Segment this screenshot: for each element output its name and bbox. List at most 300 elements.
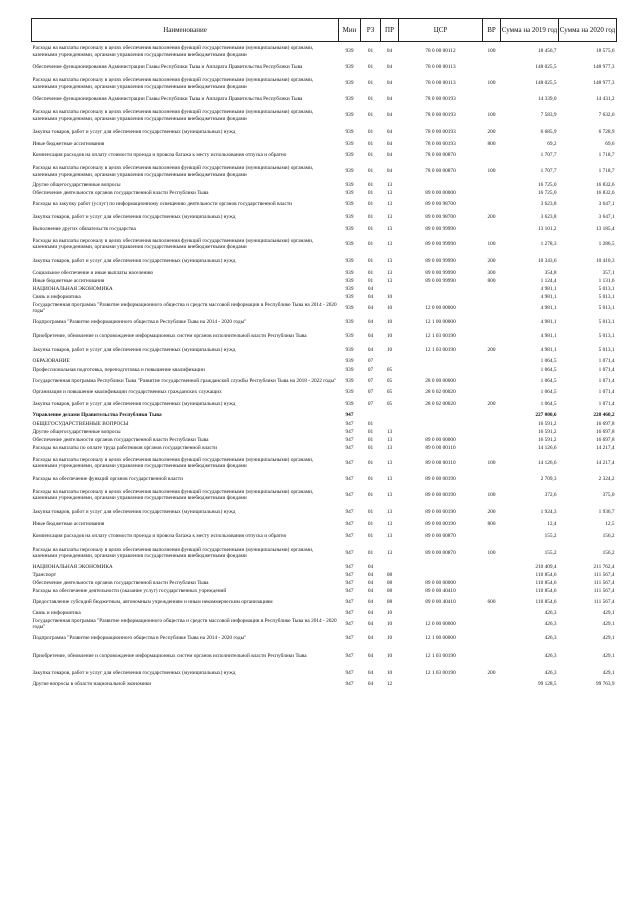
row-sum-2020: 2 324,2 (598, 475, 615, 482)
header-pr: ПР (381, 19, 399, 42)
row-name: Подпрограмма "Развитие информационного общества в Республике Тыва на 2014 - 2020 годы" (32, 318, 247, 325)
table-row (32, 125, 617, 140)
row-sum-2020: 429,1 (602, 634, 615, 641)
row-csr (399, 366, 483, 374)
row-pr (381, 357, 399, 366)
row-min: 947 (345, 459, 354, 466)
table-row (32, 563, 617, 571)
row-csr: 89 0 00 99990 (425, 225, 456, 232)
table-row (32, 106, 617, 125)
row-name: Расходы на выплаты персоналу в целях обеспечения выполнения функций государственными (муниципальными) органами, казенными учреждениями, органами управления государственными внебюджетными фондами (32, 546, 314, 559)
row-vr (483, 149, 501, 162)
row-vr: 100 (487, 240, 496, 247)
row-sum-2019: 14 126,6 (537, 459, 557, 466)
row-min: 939 (345, 258, 354, 265)
row-min: 947 (345, 587, 354, 594)
row-name: Расходы на выплаты персоналу в целях обеспечения выполнения функций государственными (муниципальными) органами, казенными учреждениями, органами управления государственными внебюджетными фондами (32, 456, 314, 469)
row-min: 939 (345, 269, 354, 276)
row-vr: 100 (487, 549, 496, 556)
row-sum-2020: 156,2 (602, 532, 615, 539)
row-min: 939 (345, 285, 354, 292)
row-name: Обеспечение деятельности органов государственной власти Республики Тыва (32, 189, 209, 196)
row-name: Обеспечение деятельности органов государственной власти Республики Тыва (32, 436, 209, 443)
row-rz: 01 (367, 112, 374, 119)
table-row (32, 631, 617, 645)
row-pr: 04 (386, 112, 393, 119)
row-rz: 04 (367, 347, 374, 354)
row-min: 947 (345, 681, 354, 688)
table-row (32, 453, 617, 473)
row-csr: 89 0 00 00000 (425, 579, 456, 586)
row-rz: 04 (367, 634, 374, 641)
row-sum-2020: 1 071,4 (598, 358, 615, 365)
row-sum-2019: 426,3 (544, 634, 557, 641)
table-row (32, 473, 617, 485)
row-name: Государственная программа "Развитие информационного общества и средств массовой информации в Республике Тыва на 2014 - 2020 годы" (32, 617, 337, 630)
row-name: Приобретение, обновление и сопровождение информационных систем органов исполнительной власти Республики Тыва (32, 333, 307, 340)
row-csr (399, 680, 483, 689)
row-pr (381, 420, 399, 428)
row-csr: 89 0 00 00870 (425, 549, 456, 556)
row-min: 939 (345, 80, 354, 87)
row-min: 939 (345, 112, 354, 119)
row-csr: 78 0 00 00870 (425, 168, 456, 175)
row-sum-2019: 16 591,2 (537, 420, 557, 427)
row-csr: 89 0 00 00190 (425, 475, 456, 482)
row-min: 939 (345, 333, 354, 340)
row-min: 947 (345, 579, 354, 586)
row-csr (399, 285, 483, 293)
table-row (32, 344, 617, 357)
row-sum-2020: 1 071,4 (598, 389, 615, 396)
table-row (32, 357, 617, 366)
row-pr: 13 (386, 189, 393, 196)
row-csr: 12 1 00 00000 (425, 318, 456, 325)
row-name: Расходы на обеспечение функций органов государственной власти (32, 475, 183, 482)
row-sum-2020: 429,1 (602, 609, 615, 616)
row-csr: 89 0 00 00870 (425, 532, 456, 539)
row-rz: 01 (367, 509, 374, 516)
row-pr: 04 (386, 48, 393, 55)
row-name: Компенсация расходов на оплату стоимости проезда и провоза багажа к месту использования отпуска и обратно (32, 152, 287, 159)
row-sum-2020: 1 071,4 (598, 366, 615, 373)
row-min: 939 (345, 400, 354, 407)
row-sum-2020: 1 071,4 (598, 377, 615, 384)
row-sum-2020: 228 460,2 (593, 412, 615, 419)
table-header (32, 19, 617, 42)
row-min: 939 (345, 168, 354, 175)
row-csr: 78 0 00 00193 (425, 112, 456, 119)
table-row (32, 543, 617, 563)
row-vr (483, 420, 501, 428)
row-min: 939 (345, 141, 354, 148)
row-pr: 10 (386, 620, 393, 627)
row-rz: 01 (367, 225, 374, 232)
row-pr: 08 (386, 587, 393, 594)
row-sum-2019: 1 924,3 (540, 509, 557, 516)
row-sum-2020: 111 567,4 (593, 571, 615, 578)
row-sum-2019: 1 064,5 (540, 400, 557, 407)
row-rz: 01 (367, 532, 374, 539)
row-sum-2020: 1 936,7 (598, 509, 615, 516)
row-pr: 05 (386, 400, 393, 407)
row-vr: 200 (487, 347, 496, 354)
row-pr: 05 (386, 377, 393, 384)
row-csr: 89 0 00 40410 (425, 598, 456, 605)
table-row (32, 587, 617, 595)
row-min: 947 (345, 620, 354, 627)
row-rz: 01 (367, 491, 374, 498)
row-rz: 07 (367, 377, 374, 384)
row-name: Расходы на выплаты по оплате труда работников органов государственной власти (32, 445, 218, 452)
row-name: Подпрограмма "Развитие информационного общества в Республике Тыва на 2014 - 2020 годы" (32, 634, 247, 641)
row-csr (399, 428, 483, 436)
row-sum-2020: 7 632,6 (598, 112, 615, 119)
row-rz: 01 (367, 129, 374, 136)
row-sum-2020: 148 977,3 (593, 80, 615, 87)
row-name: Обеспечение функционирования Администрации Главы Республики Тыва и Аппарата Правительства Республики Тыва (32, 64, 303, 71)
row-sum-2020: 3 647,1 (598, 200, 615, 207)
row-pr: 13 (386, 491, 393, 498)
table-row (32, 520, 617, 529)
table-row (32, 42, 617, 62)
row-pr: 13 (386, 475, 393, 482)
row-sum-2019: 426,3 (544, 620, 557, 627)
table-row (32, 411, 617, 420)
header-csr: ЦСР (399, 19, 483, 42)
row-sum-2020: 1 718,7 (598, 152, 615, 159)
row-pr (381, 563, 399, 571)
row-sum-2019: 12,4 (547, 521, 557, 528)
row-name: Расходы на выплаты персоналу в целях обеспечения выполнения функций государственными (муниципальными) органами, казенными учреждениями, органами управления государственными внебюджетными фондами (32, 488, 314, 501)
header-sum-2020: Сумма на 2020 год (559, 19, 617, 42)
row-name: Расходы на обеспечение деятельности (оказание услуг) государственных учреждений (32, 587, 227, 594)
table-row (32, 617, 617, 631)
row-sum-2020: 69,6 (605, 141, 615, 148)
row-name: Расходы на выплаты персоналу в целях обеспечения выполнения функций государственными (муниципальными) органами, казенными учреждениями, органами управления государственными внебюджетными фондами (32, 237, 314, 250)
row-sum-2019: 148 025,5 (535, 64, 557, 71)
row-pr: 13 (386, 549, 393, 556)
header-rz: РЗ (361, 19, 381, 42)
row-sum-2019: 1 707,7 (540, 152, 557, 159)
table-row (32, 366, 617, 374)
row-sum-2019: 69,2 (547, 141, 557, 148)
row-min: 939 (345, 366, 354, 373)
row-sum-2019: 16 591,2 (537, 436, 557, 443)
row-pr: 10 (386, 293, 393, 300)
row-csr (399, 563, 483, 571)
row-csr: 89 0 00 00000 (425, 436, 456, 443)
row-vr (483, 285, 501, 293)
row-name: Закупка товаров, работ и услуг для обеспечения государственных (муниципальных) нужд (32, 258, 236, 265)
row-sum-2019: 1 064,5 (540, 358, 557, 365)
row-vr (483, 357, 501, 366)
row-name: Обеспечение деятельности органов государственной власти Республики Тыва (32, 579, 209, 586)
row-min: 947 (345, 509, 354, 516)
row-csr (399, 181, 483, 189)
row-csr: 28 0 00 00000 (425, 377, 456, 384)
row-csr: 89 0 00 00190 (425, 491, 456, 498)
row-pr: 13 (386, 225, 393, 232)
row-csr: 28 0 02 00020 (425, 389, 456, 396)
row-rz: 04 (367, 681, 374, 688)
row-vr (483, 579, 501, 587)
row-sum-2020: 14 217,4 (595, 445, 615, 452)
row-vr (483, 181, 501, 189)
table-row (32, 680, 617, 689)
row-min: 939 (345, 389, 354, 396)
row-rz: 01 (367, 141, 374, 148)
row-min: 939 (345, 129, 354, 136)
row-min: 939 (345, 96, 354, 103)
header-sum-2019: Сумма на 2019 год (501, 19, 559, 42)
table-row (32, 149, 617, 162)
row-name: Предоставление субсидий бюджетным, автономным учреждениям и иным некоммерческим организациям (32, 598, 273, 605)
row-csr (399, 293, 483, 301)
row-rz: 01 (367, 277, 374, 284)
row-sum-2019: 16 725,0 (537, 181, 557, 188)
row-csr: 89 0 00 40410 (425, 587, 456, 594)
row-vr (483, 587, 501, 595)
table-row (32, 293, 617, 301)
row-pr (381, 285, 399, 293)
row-rz: 01 (367, 269, 374, 276)
row-sum-2019: 7 583,9 (540, 112, 557, 119)
table-row (32, 234, 617, 254)
row-sum-2019: 10 343,6 (537, 258, 557, 265)
row-vr (483, 617, 501, 631)
budget-document (31, 18, 616, 689)
row-sum-2019: 6 685,9 (540, 129, 557, 136)
row-rz: 07 (367, 400, 374, 407)
row-pr: 13 (386, 214, 393, 221)
row-min: 947 (345, 652, 354, 659)
row-min: 947 (345, 491, 354, 498)
row-rz: 01 (367, 96, 374, 103)
table-row (32, 667, 617, 680)
row-rz: 04 (367, 571, 374, 578)
row-sum-2020: 16 697,8 (595, 420, 615, 427)
row-pr: 13 (386, 428, 393, 435)
row-min: 939 (345, 358, 354, 365)
row-name: Транспорт (32, 571, 57, 578)
row-pr: 08 (386, 571, 393, 578)
row-rz: 01 (367, 189, 374, 196)
row-sum-2020: 148 977,3 (593, 64, 615, 71)
row-sum-2020: 5 013,1 (598, 304, 615, 311)
row-vr: 100 (487, 168, 496, 175)
row-sum-2020: 16 832,6 (595, 181, 615, 188)
row-min: 947 (345, 549, 354, 556)
row-vr (483, 473, 501, 485)
row-rz: 04 (367, 285, 374, 292)
row-min: 947 (345, 445, 354, 452)
row-vr (483, 197, 501, 211)
table-row (32, 595, 617, 609)
table-row (32, 645, 617, 667)
row-sum-2020: 16 697,8 (595, 436, 615, 443)
row-vr (483, 366, 501, 374)
row-sum-2019: 1 124,4 (540, 277, 557, 284)
row-name: Иные бюджетные ассигнования (32, 277, 105, 284)
row-name: ОБЩЕГОСУДАРСТВЕННЫЕ ВОПРОСЫ (32, 420, 129, 427)
header-name: Наименование (32, 19, 339, 42)
row-min: 947 (345, 598, 354, 605)
row-rz: 04 (367, 318, 374, 325)
row-rz: 04 (367, 304, 374, 311)
row-sum-2020: 18 575,6 (595, 48, 615, 55)
row-min: 947 (345, 634, 354, 641)
row-csr: 89 0 00 99990 (425, 277, 456, 284)
row-vr: 100 (487, 80, 496, 87)
row-sum-2019: 155,2 (544, 532, 557, 539)
row-name: Иные бюджетные ассигнования (32, 521, 105, 528)
header-min: Мин (339, 19, 361, 42)
row-min: 947 (345, 521, 354, 528)
row-pr: 08 (386, 579, 393, 586)
row-vr: 100 (487, 112, 496, 119)
row-sum-2019: 110 854,6 (535, 579, 557, 586)
row-min: 947 (345, 571, 354, 578)
row-csr: 89 0 00 98700 (425, 200, 456, 207)
row-csr: 78 0 00 00870 (425, 152, 456, 159)
row-vr: 100 (487, 48, 496, 55)
row-sum-2020: 1 131,6 (598, 277, 615, 284)
row-rz: 01 (367, 420, 374, 427)
row-vr (483, 436, 501, 444)
table-row (32, 74, 617, 93)
row-csr: 12 1 03 00190 (425, 652, 456, 659)
row-pr: 12 (386, 681, 393, 688)
row-name: Государственная программа "Развитие информационного общества и средств массовой информации в Республике Тыва на 2014 - 2020 годы" (32, 301, 337, 314)
row-sum-2020: 429,1 (602, 670, 615, 677)
row-pr: 13 (386, 436, 393, 443)
row-vr: 800 (487, 277, 496, 284)
row-sum-2019: 16 725,0 (537, 189, 557, 196)
table-row (32, 162, 617, 181)
table-row (32, 93, 617, 106)
row-pr (381, 411, 399, 420)
row-csr: 12 1 03 00190 (425, 670, 456, 677)
row-name: Расходы на выплаты персоналу в целях обеспечения выполнения функций государственными (муниципальными) органами, казенными учреждениями, органами управления государственными внебюджетными фондами (32, 165, 314, 178)
row-pr: 10 (386, 634, 393, 641)
row-pr: 10 (386, 609, 393, 616)
row-name: Закупка товаров, работ и услуг для обеспечения государственных (муниципальных) нужд (32, 214, 236, 221)
table-row (32, 444, 617, 453)
row-sum-2020: 5 013,1 (598, 347, 615, 354)
row-name: Государственная программа Республики Тыва "Развитие государственной гражданской службы Республики Тыва на 2018 - 2022 годы" (32, 377, 337, 384)
row-name: Профессиональная подготовка, переподготовка и повышение квалификации (32, 366, 205, 373)
row-name: Обеспечение функционирования Администрации Главы Республики Тыва и Аппарата Правительства Республики Тыва (32, 96, 303, 103)
row-sum-2020: 5 013,1 (598, 285, 615, 292)
row-vr: 200 (487, 258, 496, 265)
row-name: Расходы на выплаты персоналу в целях обеспечения выполнения функций государственными (муниципальными) органами, казенными учреждениями, органами управления государственными внебюджетными фондами (32, 109, 314, 122)
table-row (32, 181, 617, 189)
row-vr (483, 563, 501, 571)
row-min: 947 (345, 436, 354, 443)
row-csr: 89 0 00 99990 (425, 269, 456, 276)
row-csr (399, 609, 483, 617)
row-min: 939 (345, 318, 354, 325)
row-rz: 01 (367, 214, 374, 221)
row-sum-2020: 1 286,5 (598, 240, 615, 247)
row-pr: 04 (386, 64, 393, 71)
row-sum-2019: 4 981,1 (540, 318, 557, 325)
row-vr (483, 224, 501, 234)
row-min: 947 (345, 532, 354, 539)
row-name: НАЦИОНАЛЬНАЯ ЭКОНОМИКА (32, 285, 113, 292)
row-name: НАЦИОНАЛЬНАЯ ЭКОНОМИКА (32, 563, 113, 570)
row-rz: 04 (367, 333, 374, 340)
row-vr (483, 93, 501, 106)
row-sum-2019: 210 409,4 (535, 563, 557, 570)
row-min: 939 (345, 347, 354, 354)
row-name: ОБРАЗОВАНИЕ (32, 358, 70, 365)
row-pr: 13 (386, 277, 393, 284)
table-row (32, 505, 617, 520)
table-row (32, 609, 617, 617)
row-min: 939 (345, 214, 354, 221)
row-name: Другие вопросы в области национальной экономики (32, 681, 152, 688)
row-name: Расходы на выплаты персоналу в целях обеспечения выполнения функций государственными (муниципальными) органами, казенными учреждениями, органами управления государственными внебюджетными фондами (32, 45, 314, 58)
row-csr: 89 0 00 00110 (425, 459, 456, 466)
row-name: Связь и информатика (32, 293, 81, 300)
row-pr: 05 (386, 366, 393, 373)
row-pr: 04 (386, 168, 393, 175)
row-pr: 04 (386, 152, 393, 159)
row-sum-2020: 111 567,4 (593, 598, 615, 605)
table-row (32, 285, 617, 293)
row-name: Расходы на закупку работ (услуг) по информационному освещению деятельности органов государственной власти (32, 200, 292, 207)
row-vr: 200 (487, 509, 496, 516)
row-name: Закупка товаров, работ и услуг для обеспечения государственных (муниципальных) нужд (32, 509, 236, 516)
table-row (32, 189, 617, 197)
row-sum-2019: 1 707,7 (540, 168, 557, 175)
row-csr: 78 0 00 00113 (425, 80, 456, 87)
row-pr: 13 (386, 200, 393, 207)
row-pr: 13 (386, 459, 393, 466)
table-row (32, 315, 617, 329)
row-vr (483, 329, 501, 344)
row-vr (483, 411, 501, 420)
row-sum-2019: 4 981,1 (540, 347, 557, 354)
row-sum-2020: 156,2 (602, 549, 615, 556)
row-vr (483, 189, 501, 197)
table-row (32, 329, 617, 344)
table-row (32, 277, 617, 285)
row-rz: 04 (367, 609, 374, 616)
row-sum-2020: 10 410,3 (595, 258, 615, 265)
row-name: Иные бюджетные ассигнования (32, 141, 105, 148)
row-min: 939 (345, 181, 354, 188)
row-csr: 12 0 00 00000 (425, 620, 456, 627)
row-name: Выполнение других обязательств государства (32, 225, 136, 232)
row-min: 939 (345, 240, 354, 247)
row-sum-2019: 3 623,8 (540, 214, 557, 221)
row-pr: 13 (386, 240, 393, 247)
row-rz: 04 (367, 598, 374, 605)
row-min: 939 (345, 293, 354, 300)
row-vr (483, 428, 501, 436)
row-vr (483, 301, 501, 315)
row-sum-2020: 3 647,1 (598, 214, 615, 221)
row-rz: 01 (367, 181, 374, 188)
row-sum-2019: 4 981,1 (540, 293, 557, 300)
row-sum-2019: 372,6 (544, 491, 557, 498)
row-min: 939 (345, 277, 354, 284)
row-sum-2019: 110 854,6 (535, 598, 557, 605)
row-min: 947 (345, 670, 354, 677)
